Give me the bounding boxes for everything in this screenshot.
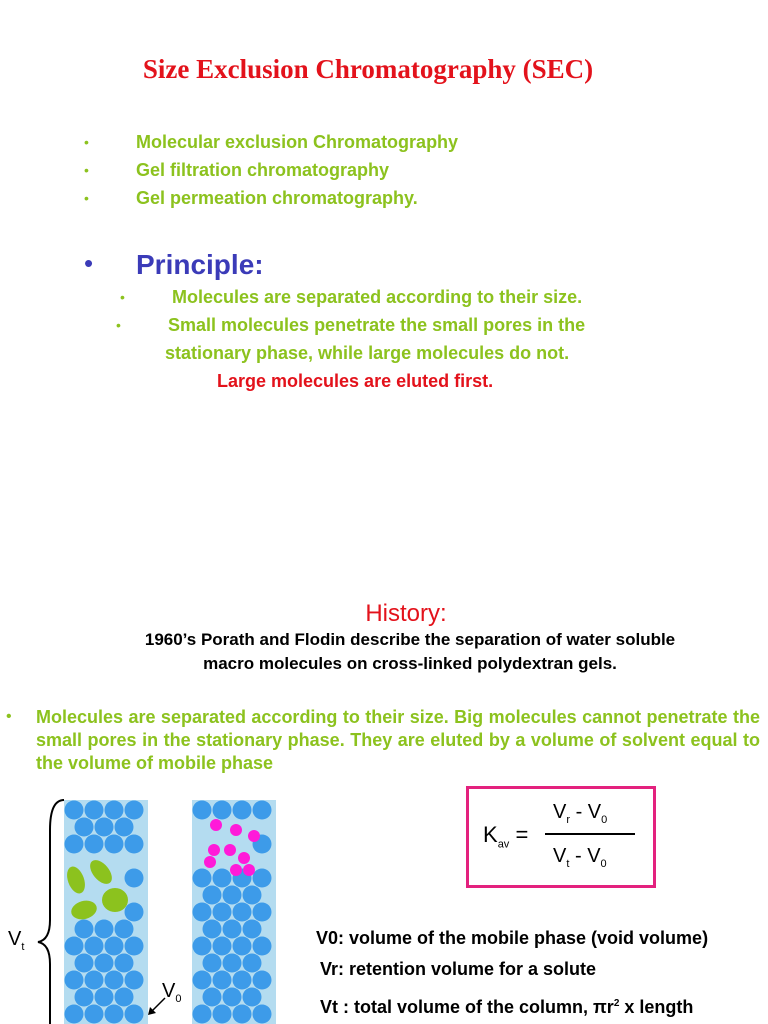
- alt-name-item: Molecular exclusion Chromatography: [136, 132, 459, 152]
- gel-bead: [203, 886, 222, 905]
- gel-bead: [193, 801, 212, 820]
- vt-label: $V_t$: [8, 928, 25, 953]
- bullet-icon: •: [84, 162, 89, 178]
- gel-bead: [253, 971, 272, 990]
- fraction-bar: [545, 833, 635, 835]
- gel-bead: [75, 920, 94, 939]
- gel-bead: [213, 801, 232, 820]
- gel-bead: [213, 971, 232, 990]
- gel-bead: [253, 937, 272, 956]
- history-line: macro molecules on cross-linked polydextran gels.: [203, 654, 617, 673]
- bullet-icon: •: [120, 289, 125, 305]
- gel-bead: [233, 801, 252, 820]
- gel-bead: [85, 835, 104, 854]
- principle-heading: Principle:: [136, 249, 264, 280]
- page-title: Size Exclusion Chromatography (SEC): [142, 54, 594, 84]
- small-molecule: [248, 830, 260, 842]
- gel-bead: [233, 1005, 252, 1024]
- gel-bead: [85, 971, 104, 990]
- small-molecule: [243, 864, 255, 876]
- gel-bead: [115, 988, 134, 1007]
- gel-bead: [105, 835, 124, 854]
- formula-lhs: $K_{av}$ =: [483, 822, 529, 851]
- small-molecule: [210, 819, 222, 831]
- bullet-icon: •: [84, 248, 94, 278]
- small-molecule: [230, 824, 242, 836]
- gel-bead: [95, 920, 114, 939]
- vt-brace: [38, 800, 64, 1024]
- small-molecule: [208, 844, 220, 856]
- alt-name-item: Gel permeation chromatography.: [136, 188, 418, 208]
- gel-bead: [125, 903, 144, 922]
- bullet-icon: •: [84, 190, 89, 206]
- gel-bead: [95, 988, 114, 1007]
- principle-point: Small molecules penetrate the small pores in the: [168, 315, 586, 335]
- small-molecule: [238, 852, 250, 864]
- gel-bead: [95, 818, 114, 837]
- gel-bead: [65, 801, 84, 820]
- gel-bead: [223, 886, 242, 905]
- gel-bead: [243, 920, 262, 939]
- gel-bead: [253, 869, 272, 888]
- gel-bead: [65, 835, 84, 854]
- formula-numerator: $V_r - V_0$: [553, 801, 608, 826]
- gel-bead: [203, 954, 222, 973]
- gel-bead: [193, 869, 212, 888]
- gel-bead: [125, 869, 144, 888]
- gel-bead: [193, 1005, 212, 1024]
- gel-bead: [243, 954, 262, 973]
- gel-bead: [203, 988, 222, 1007]
- principle-point-continued: stationary phase, while large molecules do not.: [165, 343, 570, 363]
- gel-bead: [243, 886, 262, 905]
- gel-bead: [223, 920, 242, 939]
- gel-bead: [75, 988, 94, 1007]
- gel-bead: [193, 971, 212, 990]
- column-diagram: [0, 790, 300, 1024]
- gel-bead: [213, 937, 232, 956]
- gel-bead: [105, 971, 124, 990]
- gel-bead: [203, 920, 222, 939]
- gel-bead: [233, 903, 252, 922]
- gel-bead: [253, 903, 272, 922]
- gel-bead: [253, 801, 272, 820]
- gel-bead: [233, 937, 252, 956]
- gel-bead: [125, 971, 144, 990]
- gel-bead: [75, 954, 94, 973]
- alt-name-item: Gel filtration chromatography: [136, 160, 390, 180]
- gel-bead: [125, 801, 144, 820]
- large-molecule: [102, 888, 128, 912]
- gel-bead: [75, 818, 94, 837]
- description-text: Molecules are separated according to their size. Big molecules cannot penetrate the small pores in the stationary phase. They are eluted by a volume of solvent equal to the volume of mobile phase: [36, 707, 760, 773]
- gel-bead: [85, 801, 104, 820]
- gel-bead: [125, 835, 144, 854]
- gel-bead: [125, 1005, 144, 1024]
- history-heading: History:: [365, 600, 447, 627]
- gel-bead: [253, 1005, 272, 1024]
- gel-bead: [233, 971, 252, 990]
- formula-denominator: $V_t - V_0$: [553, 845, 607, 870]
- definition-v0: V0: volume of the mobile phase (void volume): [316, 928, 709, 948]
- gel-bead: [213, 1005, 232, 1024]
- gel-bead: [105, 937, 124, 956]
- gel-bead: [115, 920, 134, 939]
- gel-bead: [223, 954, 242, 973]
- definition-vr: Vr: retention volume for a solute: [320, 959, 597, 979]
- small-molecule: [224, 844, 236, 856]
- gel-bead: [213, 903, 232, 922]
- gel-bead: [85, 937, 104, 956]
- gel-bead: [193, 937, 212, 956]
- gel-bead: [125, 937, 144, 956]
- bullet-icon: •: [6, 708, 12, 725]
- gel-bead: [115, 818, 134, 837]
- gel-bead: [115, 954, 134, 973]
- bullet-icon: •: [84, 134, 89, 150]
- kav-formula-box: [466, 786, 656, 888]
- definition-vt: Vt : total volume of the column, $\pi r^2$ x length: [320, 997, 694, 1017]
- v0-label: $V_0$: [162, 980, 182, 1005]
- principle-highlight: Large molecules are eluted first.: [217, 371, 494, 391]
- bullet-icon: •: [116, 317, 121, 333]
- gel-bead: [193, 903, 212, 922]
- gel-bead: [95, 954, 114, 973]
- history-line: 1960’s Porath and Flodin describe the separation of water soluble: [144, 630, 676, 649]
- gel-bead: [105, 801, 124, 820]
- gel-bead: [65, 937, 84, 956]
- gel-bead: [213, 869, 232, 888]
- principle-point: Molecules are separated according to their size.: [172, 287, 583, 307]
- small-molecule: [230, 864, 242, 876]
- gel-bead: [85, 1005, 104, 1024]
- gel-bead: [243, 988, 262, 1007]
- gel-bead: [65, 1005, 84, 1024]
- gel-bead: [105, 1005, 124, 1024]
- gel-bead: [223, 988, 242, 1007]
- small-molecule: [204, 856, 216, 868]
- gel-bead: [65, 971, 84, 990]
